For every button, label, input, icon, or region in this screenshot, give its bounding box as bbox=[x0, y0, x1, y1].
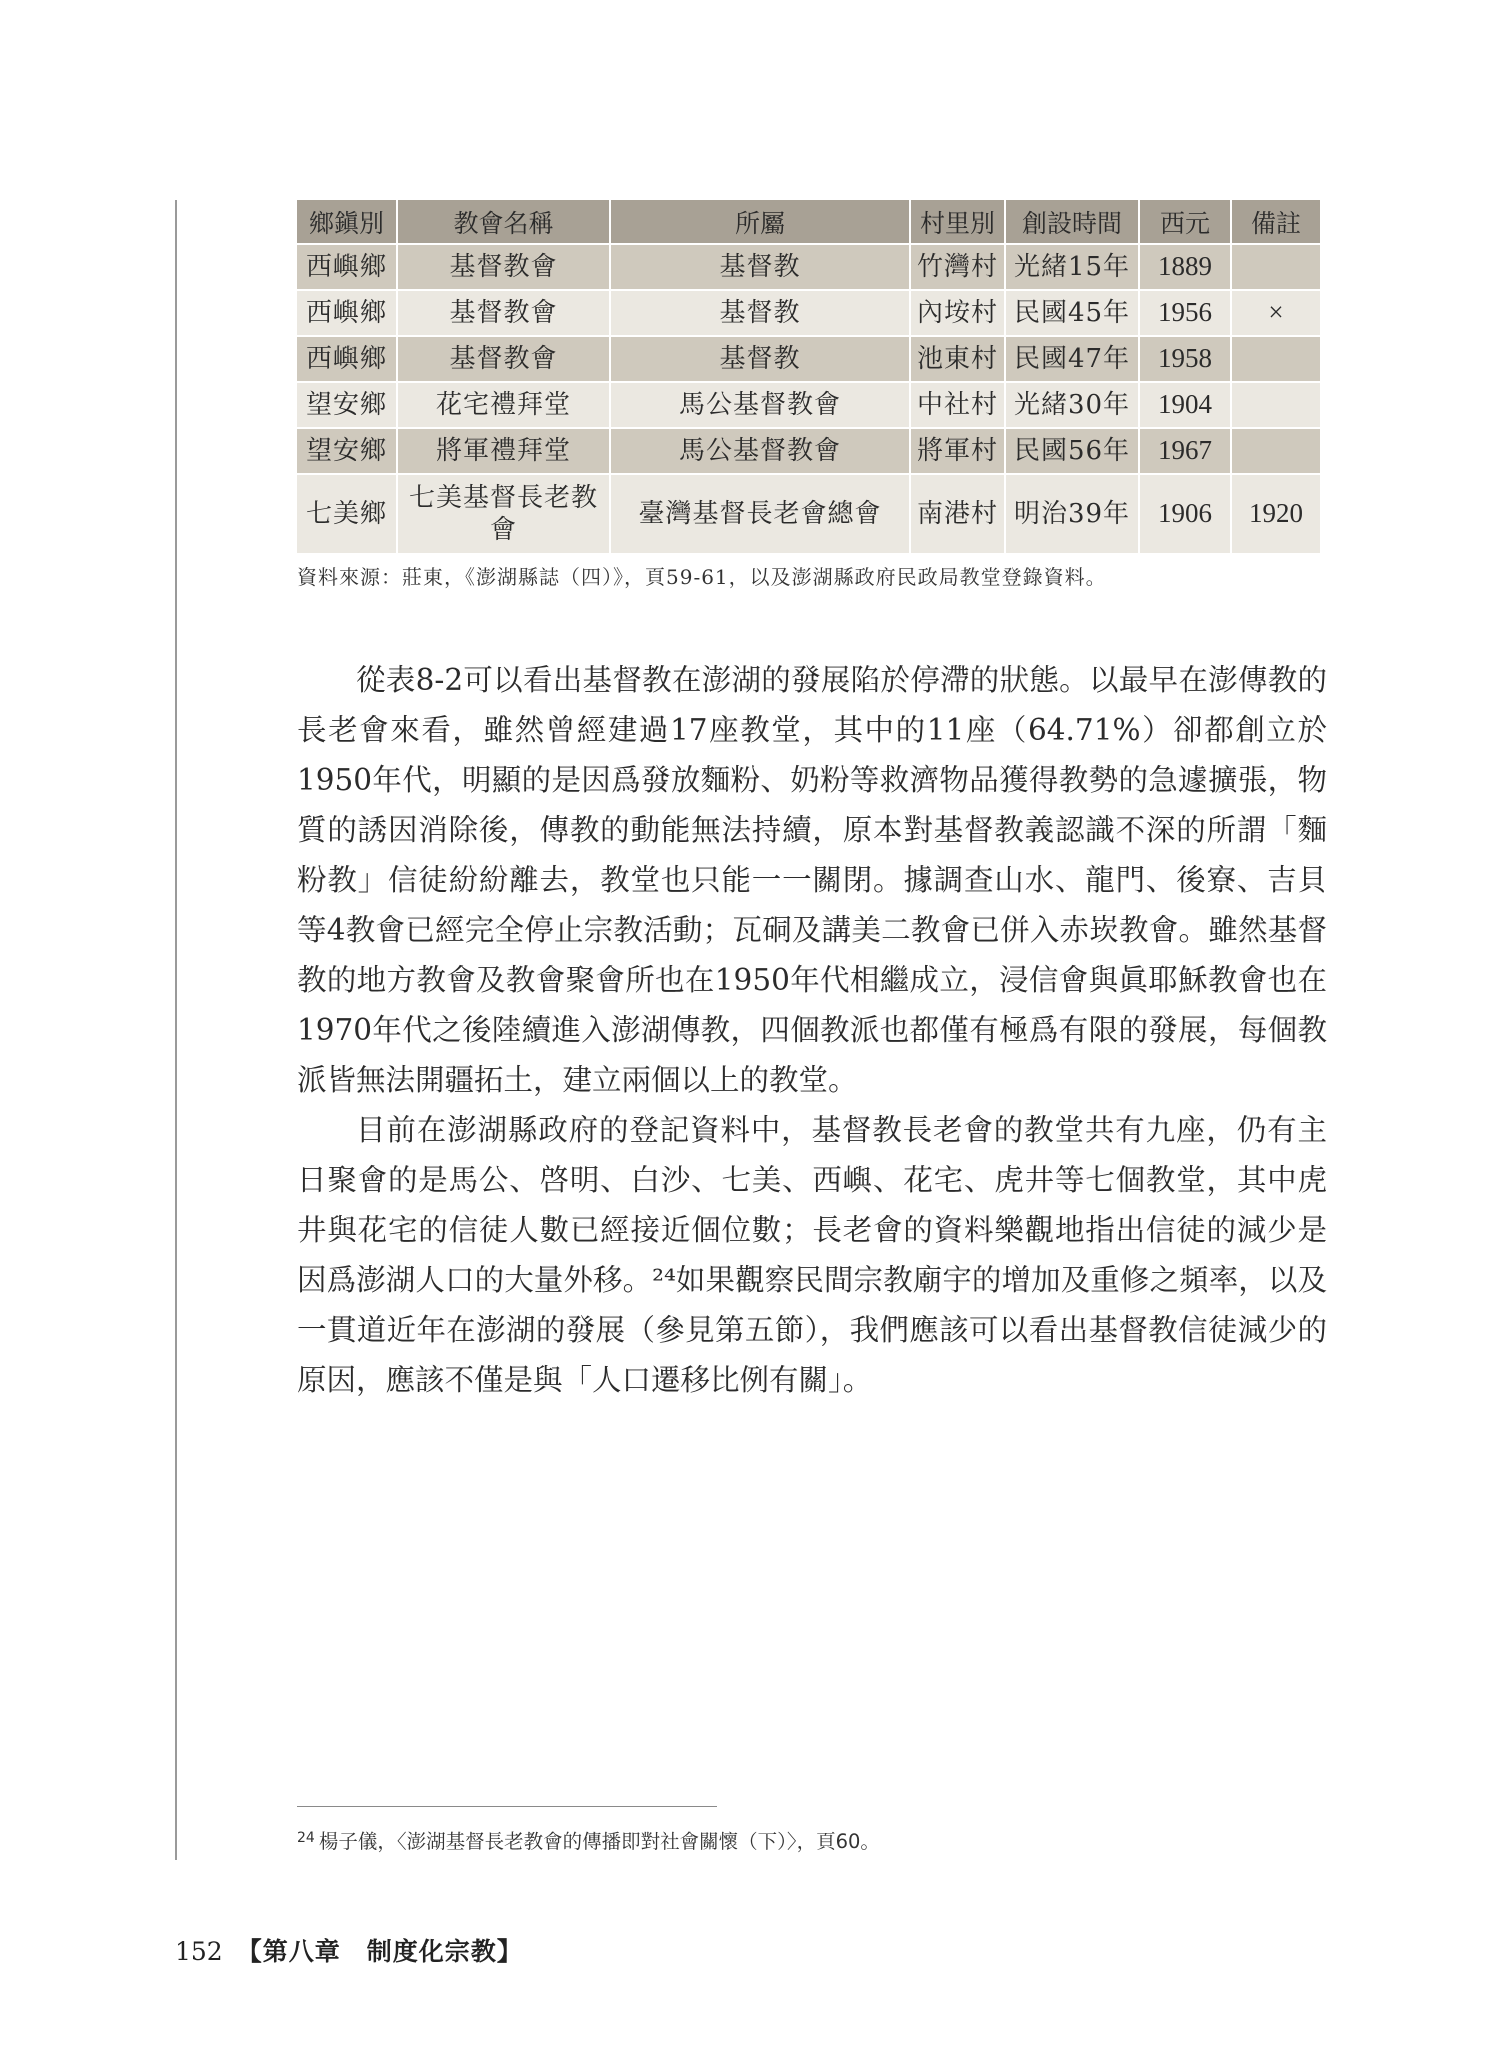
paragraph: 從表8-2可以看出基督教在澎湖的發展陷於停滯的狀態。以最早在澎傳教的長老會來看，雖然曾經建過17座教堂，其中的11座（64.71%）卻都創立於1950年代，明顯的是因爲發放麵粉、奶粉等救濟物品獲得教勢的急遽擴張，物質的誘因消除後，傳教的動能無法持續，原本對基督教義認識不深的所謂「麵粉教」信徒紛紛離去，教堂也只能一一關閉。據調查山水、龍門、後寮、吉貝等4教會已經完全停止宗教活動；瓦硐及講美二教會已併入赤崁教會。雖然基督教的地方教會及教會聚會所也在1950年代相繼成立，浸信會與眞耶穌教會也在1970年代之後陸續進入澎湖傳教，四個教派也都僅有極爲有限的發展，每個教派皆無法開疆拓土，建立兩個以上的教堂。 bbox=[297, 663, 1327, 1097]
cell-founded: 民國47年 bbox=[1005, 336, 1139, 382]
footnote-number: 24 bbox=[297, 1830, 315, 1846]
margin-rule bbox=[175, 200, 177, 1860]
footnote-text: 楊子儀，〈澎湖基督長老教會的傳播即對社會關懷（下）〉，頁60。 bbox=[318, 1830, 880, 1853]
body-text bbox=[297, 655, 1327, 1405]
header-founded: 創設時間 bbox=[1005, 200, 1139, 244]
cell-township: 西嶼鄉 bbox=[297, 244, 397, 290]
table-row bbox=[297, 244, 1320, 290]
page-footer bbox=[175, 1932, 523, 1968]
footnote bbox=[297, 1826, 1327, 1854]
cell-year: 1904 bbox=[1139, 382, 1231, 428]
chapter-title: 【第八章 制度化宗教】 bbox=[236, 1937, 523, 1966]
header-affiliation: 所屬 bbox=[610, 200, 910, 244]
cell-township: 西嶼鄉 bbox=[297, 336, 397, 382]
cell-founded: 明治39年 bbox=[1005, 474, 1139, 553]
cell-church-name: 基督教會 bbox=[397, 244, 610, 290]
cell-village: 竹灣村 bbox=[910, 244, 1005, 290]
cell-village: 內垵村 bbox=[910, 290, 1005, 336]
cell-church-name: 七美基督長老教會 bbox=[397, 474, 610, 553]
cell-year: 1889 bbox=[1139, 244, 1231, 290]
cell-year: 1958 bbox=[1139, 336, 1231, 382]
cell-year: 1967 bbox=[1139, 428, 1231, 474]
cell-church-name: 花宅禮拜堂 bbox=[397, 382, 610, 428]
cell-township: 西嶼鄉 bbox=[297, 290, 397, 336]
cell-affiliation: 基督教 bbox=[610, 244, 910, 290]
header-year: 西元 bbox=[1139, 200, 1231, 244]
cell-township: 望安鄉 bbox=[297, 428, 397, 474]
table-row bbox=[297, 428, 1320, 474]
cell-affiliation: 馬公基督教會 bbox=[610, 428, 910, 474]
table-header-row bbox=[297, 200, 1320, 244]
table-source-note: 資料來源：莊東，《澎湖縣誌（四）》，頁59-61，以及澎湖縣政府民政局教堂登錄資料。 bbox=[297, 565, 1107, 589]
cell-remarks bbox=[1231, 428, 1320, 474]
cell-remarks: 1920 bbox=[1231, 474, 1320, 553]
cell-remarks: × bbox=[1231, 290, 1320, 336]
cell-affiliation: 基督教 bbox=[610, 290, 910, 336]
cell-remarks bbox=[1231, 382, 1320, 428]
cell-township: 望安鄉 bbox=[297, 382, 397, 428]
cell-village: 南港村 bbox=[910, 474, 1005, 553]
paragraph: 目前在澎湖縣政府的登記資料中，基督教長老會的教堂共有九座，仍有主日聚會的是馬公、啓明、白沙、七美、西嶼、花宅、虎井等七個教堂，其中虎井與花宅的信徒人數已經接近個位數；長老會的資料樂觀地指出信徒的減少是因爲澎湖人口的大量外移。²⁴如果觀察民間宗教廟宇的增加及重修之頻率，以及一貫道近年在澎湖的發展（參見第五節），我們應該可以看出基督教信徒減少的原因，應該不僅是與「人口遷移比例有關」。 bbox=[297, 1113, 1327, 1397]
cell-church-name: 基督教會 bbox=[397, 336, 610, 382]
page-number: 152 bbox=[175, 1937, 223, 1966]
cell-affiliation: 基督教 bbox=[610, 336, 910, 382]
cell-remarks bbox=[1231, 244, 1320, 290]
cell-year: 1906 bbox=[1139, 474, 1231, 553]
header-church-name: 教會名稱 bbox=[397, 200, 610, 244]
footnote-divider bbox=[297, 1806, 717, 1807]
cell-founded: 光緒30年 bbox=[1005, 382, 1139, 428]
cell-remarks bbox=[1231, 336, 1320, 382]
cell-founded: 民國45年 bbox=[1005, 290, 1139, 336]
table-row bbox=[297, 382, 1320, 428]
table-row bbox=[297, 290, 1320, 336]
cell-affiliation: 馬公基督教會 bbox=[610, 382, 910, 428]
cell-village: 將軍村 bbox=[910, 428, 1005, 474]
cell-township: 七美鄉 bbox=[297, 474, 397, 553]
cell-church-name: 基督教會 bbox=[397, 290, 610, 336]
table-row bbox=[297, 474, 1320, 553]
header-remarks: 備註 bbox=[1231, 200, 1320, 244]
cell-founded: 民國56年 bbox=[1005, 428, 1139, 474]
cell-church-name: 將軍禮拜堂 bbox=[397, 428, 610, 474]
cell-village: 中社村 bbox=[910, 382, 1005, 428]
header-village: 村里別 bbox=[910, 200, 1005, 244]
cell-year: 1956 bbox=[1139, 290, 1231, 336]
cell-affiliation: 臺灣基督長老會總會 bbox=[610, 474, 910, 553]
table-row bbox=[297, 336, 1320, 382]
header-township: 鄉鎭別 bbox=[297, 200, 397, 244]
cell-founded: 光緒15年 bbox=[1005, 244, 1139, 290]
cell-village: 池東村 bbox=[910, 336, 1005, 382]
church-table bbox=[297, 200, 1320, 553]
